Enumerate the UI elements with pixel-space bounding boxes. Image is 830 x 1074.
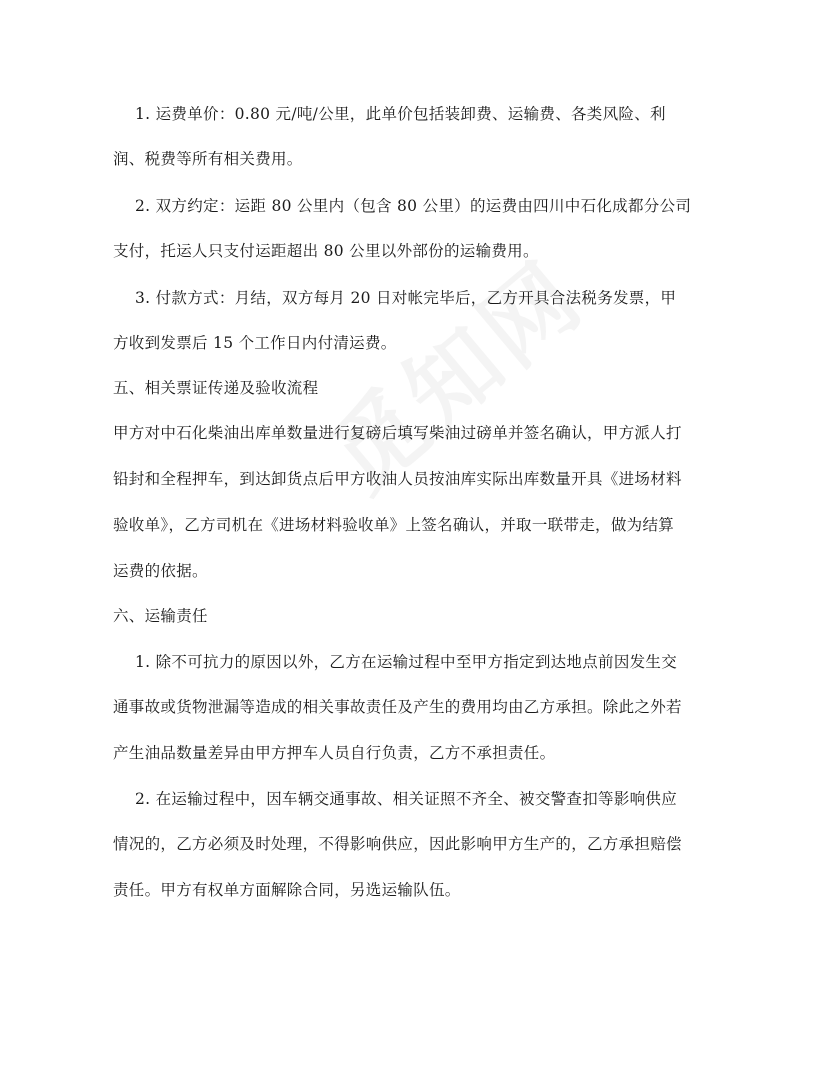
clause-3-line-2: 方收到发票后 15 个工作日内付清运费。 bbox=[113, 334, 397, 352]
liability-2-line-3: 责任。甲方有权单方面解除合同，另选运输队伍。 bbox=[113, 881, 461, 899]
liability-1-line-1: 1. 除不可抗力的原因以外，乙方在运输过程中至甲方指定到达地点前因发生交 bbox=[135, 653, 678, 671]
section-5-paragraph-line-2: 铅封和全程押车，到达卸货点后甲方收油人员按油库实际出库数量开具《进场材料 bbox=[113, 470, 682, 488]
clause-2-line-1: 2. 双方约定：运距 80 公里内（包含 80 公里）的运费由四川中石化成都分公司 bbox=[135, 197, 692, 215]
liability-1-line-2: 通事故或货物泄漏等造成的相关事故责任及产生的费用均由乙方承担。除此之外若 bbox=[113, 698, 682, 716]
clause-1-line-1: 1. 运费单价：0.80 元/吨/公里，此单价包括装卸费、运输费、各类风险、利 bbox=[135, 105, 666, 123]
clause-1-line-2: 润、税费等所有相关费用。 bbox=[113, 150, 303, 168]
clause-2-line-2: 支付，托运人只支付运距超出 80 公里以外部份的运输费用。 bbox=[113, 242, 539, 260]
liability-1-line-3: 产生油品数量差异由甲方押车人员自行负责，乙方不承担责任。 bbox=[113, 744, 556, 762]
liability-2-line-2: 情况的，乙方必须及时处理，不得影响供应，因此影响甲方生产的，乙方承担赔偿 bbox=[113, 835, 682, 853]
section-5-heading: 五、相关票证传递及验收流程 bbox=[113, 379, 319, 397]
section-5-paragraph-line-3: 验收单》，乙方司机在《进场材料验收单》上签名确认，并取一联带走，做为结算 bbox=[113, 516, 675, 534]
section-6-heading: 六、运输责任 bbox=[113, 607, 208, 625]
liability-2-line-1: 2. 在运输过程中，因车辆交通事故、相关证照不齐全、被交警查扣等影响供应 bbox=[135, 790, 678, 808]
section-5-paragraph-line-1: 甲方对中石化柴油出库单数量进行复磅后填写柴油过磅单并签名确认，甲方派人打 bbox=[113, 424, 682, 442]
clause-3-line-1: 3. 付款方式：月结，双方每月 20 日对帐完毕后，乙方开具合法税务发票，甲 bbox=[135, 289, 677, 307]
section-5-paragraph-line-4: 运费的依据。 bbox=[113, 562, 208, 580]
